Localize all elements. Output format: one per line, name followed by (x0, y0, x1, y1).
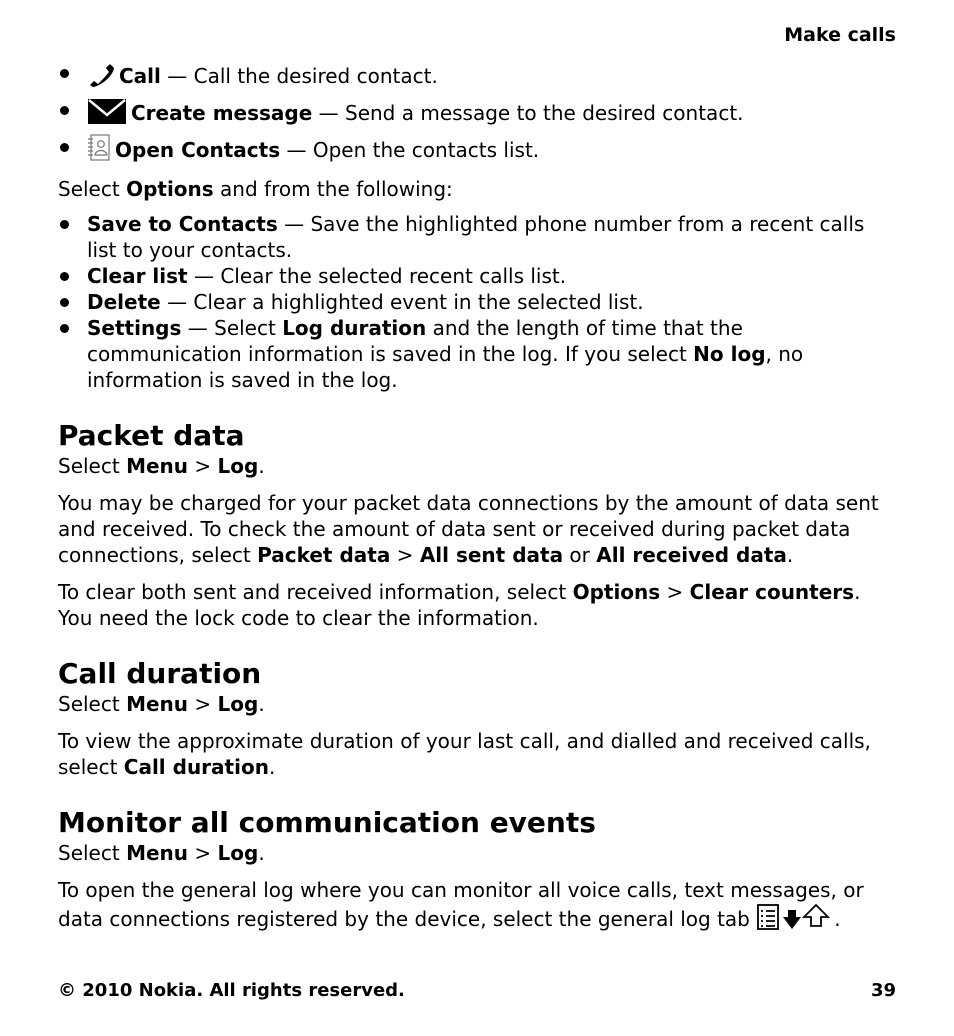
options-intro: Select Options and from the following: (58, 177, 453, 201)
item-label: Call (119, 64, 161, 88)
nav-path: Select Menu > Log. (58, 692, 265, 716)
list-item: Clear list — Clear the selected recent calls list. (58, 263, 898, 289)
general-log-icon (756, 903, 830, 937)
paragraph: To view the approximate duration of your last call, and dialled and received calls, select Call duration. (58, 729, 871, 779)
copyright: © 2010 Nokia. All rights reserved. (58, 980, 405, 1001)
list-item: Settings — Select Log duration and the length of time that the communication information is saved in the log. If you select No log, no information is saved in the log. (58, 315, 898, 393)
list-item: Create message — Send a message to the desired contact. (58, 97, 898, 131)
list-item: Open Contacts — Open the contacts list. (58, 134, 898, 168)
section-heading: Monitor all communication events (58, 806, 596, 839)
running-header: Make calls (784, 24, 896, 46)
paragraph: To open the general log where you can monitor all voice calls, text messages, or data connections registered by the device, select the general log tab . (58, 877, 898, 937)
list-item: Delete — Clear a highlighted event in the selected list. (58, 289, 898, 315)
paragraph: You may be charged for your packet data connections by the amount of data sent and received. To check the amount of data sent or received during packet data connections, select Packet data > All sent data or All received data. (58, 491, 879, 567)
section-heading: Call duration (58, 657, 262, 690)
page-number: 39 (870, 980, 896, 1001)
options-list (58, 211, 898, 393)
page-footer (58, 978, 896, 1004)
nav-path: Select Menu > Log. (58, 454, 265, 478)
item-label: Create message (131, 101, 313, 125)
phone-icon (87, 60, 115, 94)
paragraph: To clear both sent and received information, select Options > Clear counters. You need the lock code to clear the information. (58, 580, 861, 630)
section-heading: Packet data (58, 419, 245, 452)
nav-path: Select Menu > Log. (58, 841, 265, 865)
list-item: Call — Call the desired contact. (58, 60, 898, 94)
list-item: Save to Contacts — Save the highlighted phone number from a recent calls list to your contacts. (58, 211, 898, 263)
item-label: Open Contacts (115, 138, 281, 162)
page-content (58, 60, 898, 937)
envelope-icon (87, 97, 127, 131)
tab-options-list (58, 60, 898, 168)
contacts-icon (87, 134, 111, 168)
